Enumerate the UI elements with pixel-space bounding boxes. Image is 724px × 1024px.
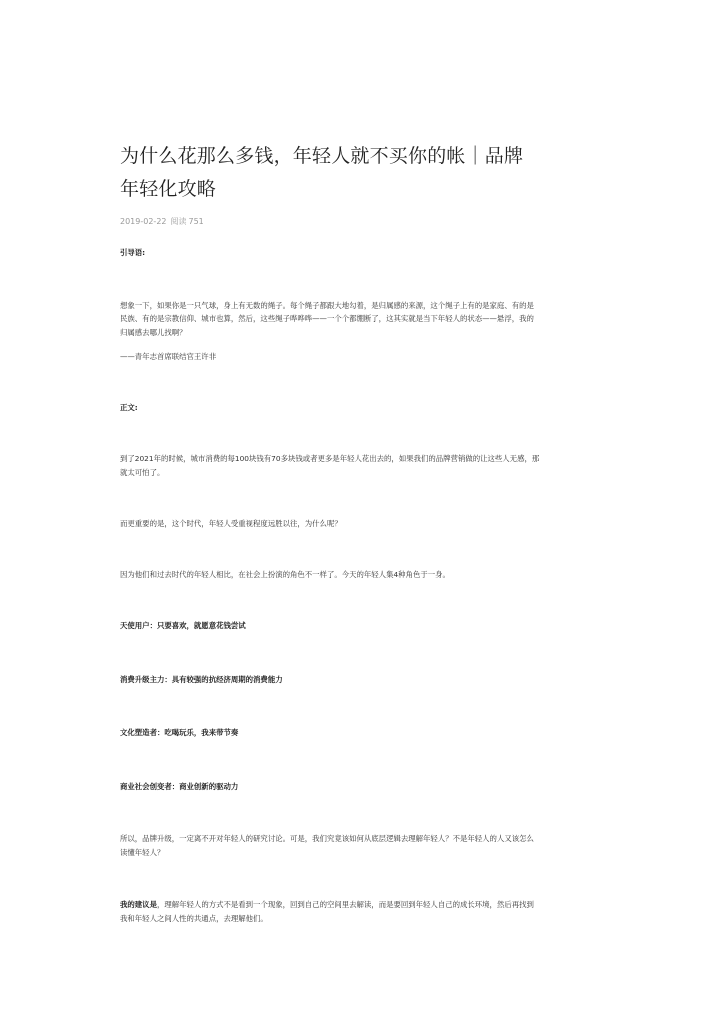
quote-source: ——青年志首席联结官王许非 [120, 352, 217, 361]
body-heading: 正文: [120, 402, 138, 412]
publish-date: 2019-02-22 [120, 217, 167, 226]
article [120, 140, 540, 925]
suggestion-label: 我的建议是 [120, 900, 157, 909]
role-2: 消费升级主力：具有较强的抗经济周期的消费能力 [120, 674, 283, 684]
role-3: 文化塑造者：吃喝玩乐，我来带节奏 [120, 728, 239, 737]
paragraph-4: 所以，品牌升级，一定离不开对年轻人的研究讨论。可是，我们究竟该如何从底层逻辑去理解年轻人？不是年轻人的人又该怎么读懂年轻人？ [120, 834, 534, 857]
article-title: 为什么花那么多钱，年轻人就不买你的帐｜品牌年轻化攻略 [120, 145, 524, 200]
role-1: 天使用户：只要喜欢，就愿意花钱尝试 [120, 621, 246, 630]
suggestion-text: ，理解年轻人的方式不是看到一个现象，回到自己的空间里去解读，而是要回到年轻人自己的成长环境，然后再找到我和年轻人之间人性的共通点，去理解他们。 [120, 900, 534, 923]
intro-paragraph: 想象一下，如果你是一只气球，身上有无数的绳子。每个绳子都跟大地勾着，是归属感的来源，这个绳子上有的是家庭、有的是民族、有的是宗教信仰、城市也算，然后，这些绳子哗哗哗——一个个都绷断了，这其实就是当下年轻人的状态——悬浮，我的归属感去哪儿找啊？ [120, 300, 534, 337]
read-count: 751 [188, 217, 204, 226]
paragraph-1: 到了2021年的时候，城市消费的每100块钱有70多块钱或者更多是年轻人花出去的，如果我们的品牌营销做的让这些人无感，那就太可怕了。 [120, 454, 540, 477]
paragraph-2: 而更重要的是，这个时代，年轻人受重视程度远胜以往，为什么呢？ [120, 519, 342, 528]
suggestion-paragraph [120, 898, 540, 925]
intro-heading: 引导语: [120, 248, 146, 257]
paragraph-3: 因为他们和过去时代的年轻人相比，在社会上扮演的角色不一样了。今天的年轻人集4种角色于一身。 [120, 569, 450, 579]
role-4: 商业社会创变者：商业创新的驱动力 [120, 781, 239, 791]
article-meta [120, 216, 540, 228]
read-label: 阅读 [170, 217, 187, 226]
